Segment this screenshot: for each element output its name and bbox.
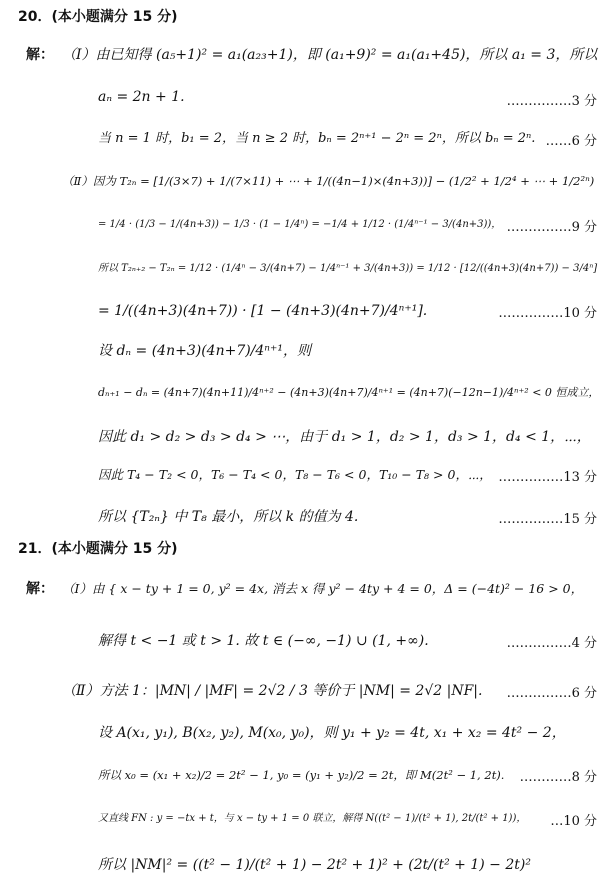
q21-solution-label: 解：: [26, 581, 54, 597]
q20-score-10: ……………10 分: [498, 306, 597, 321]
q20-header: 20．(本小题满分 15 分): [18, 9, 178, 25]
q21-line-5: 所以 x₀ = (x₁ + x₂)/2 = 2t² − 1, y₀ = (y₁ + y₂)/2 = 2t，即 M(2t² − 1, 2t).: [98, 768, 505, 782]
q20-line-6: 所以 T₂ₙ₊₂ − T₂ₙ = 1/12 · (1/4ⁿ − 3/(4n+7) − 1/4ⁿ⁻¹ + 3/(4n+3)) = 1/12 · [12/((4n+3)(4n+7)) − 3/4ⁿ]: [98, 263, 598, 274]
q20-line-11: 因此 T₄ − T₂ < 0，T₆ − T₄ < 0，T₈ − T₆ < 0，T₁₀ − T₈ > 0，⋯，: [98, 467, 492, 482]
q20-score-15: ……………15 分: [498, 512, 597, 527]
q20-score-3: ……………3 分: [506, 94, 597, 109]
q21-header: 21．(本小题满分 15 分): [18, 541, 178, 557]
q20-score-13: ……………13 分: [498, 470, 597, 485]
q20-line-12: 所以 {T₂ₙ} 中 T₈ 最小，所以 k 的值为 4.: [98, 509, 359, 525]
q20-line-10: 因此 d₁ > d₂ > d₃ > d₄ > ⋯，由于 d₁ > 1，d₂ > 1，d₃ > 1，d₄ < 1，⋯，: [98, 429, 591, 445]
q20-line-1: （Ⅰ）由已知得 (a₅+1)² = a₁(a₂₃+1)，即 (a₁+9)² = a₁(a₁+45)，所以 a₁ = 3，所以: [62, 47, 598, 63]
q21-line-2: 解得 t < −1 或 t > 1. 故 t ∈ (−∞, −1) ∪ (1, +∞).: [98, 633, 429, 649]
q20-line-8: 设 dₙ = (4n+3)(4n+7)/4ⁿ⁺¹，则: [98, 343, 311, 359]
q20-score-9: ……………9 分: [506, 220, 597, 235]
q21-line-3: （Ⅱ）方法 1：|MN| / |MF| = 2√2 / 3 等价于 |NM| = 2√2 |NF|.: [62, 683, 483, 699]
q20-line-9: dₙ₊₁ − dₙ = (4n+7)(4n+11)/4ⁿ⁺² − (4n+3)(4n+7)/4ⁿ⁺¹ = (4n+7)(−12n−1)/4ⁿ⁺² < 0 恒成立，: [98, 386, 600, 399]
q21-score-4: ……………4 分: [506, 636, 597, 651]
q21-score-6: ……………6 分: [506, 686, 597, 701]
q21-score-10: …10 分: [550, 814, 597, 829]
q21-line-1: （Ⅰ）由 { x − ty + 1 = 0, y² = 4x, 消去 x 得 y² − 4ty + 4 = 0，Δ = (−4t)² − 16 > 0，: [62, 581, 584, 596]
q20-line-3: 当 n = 1 时，b₁ = 2，当 n ≥ 2 时，bₙ = 2ⁿ⁺¹ − 2ⁿ = 2ⁿ，所以 bₙ = 2ⁿ.: [98, 131, 536, 146]
q21-line-7: 所以 |NM|² = ((t² − 1)/(t² + 1) − 2t² + 1)² + (2t/(t² + 1) − 2t)²: [98, 857, 531, 873]
q21-line-4: 设 A(x₁, y₁), B(x₂, y₂), M(x₀, y₀)，则 y₁ + y₂ = 4t, x₁ + x₂ = 4t² − 2，: [98, 725, 566, 741]
q20-solution-label: 解：: [26, 47, 54, 63]
q20-line-5: = 1/4 · (1/3 − 1/(4n+3)) − 1/3 · (1 − 1/4ⁿ) = −1/4 + 1/12 · (1/4ⁿ⁻¹ − 3/(4n+3))，: [98, 219, 502, 230]
q20-line-4: （Ⅱ）因为 T₂ₙ = [1/(3×7) + 1/(7×11) + ⋯ + 1/((4n−1)×(4n+3))] − (1/2² + 1/2⁴ + ⋯ + 1/2²ⁿ): [62, 174, 595, 188]
q21-line-6: 又直线 FN : y = −tx + t，与 x − ty + 1 = 0 联立，解得 N((t² − 1)/(t² + 1), 2t/(t² + 1))，: [98, 813, 527, 824]
q20-score-6: ……6 分: [545, 134, 597, 149]
q20-line-2: aₙ = 2n + 1.: [98, 89, 185, 105]
q20-line-7: = 1/((4n+3)(4n+7)) · [1 − (4n+3)(4n+7)/4ⁿ⁺¹].: [98, 303, 428, 319]
q21-score-8: …………8 分: [519, 770, 597, 785]
